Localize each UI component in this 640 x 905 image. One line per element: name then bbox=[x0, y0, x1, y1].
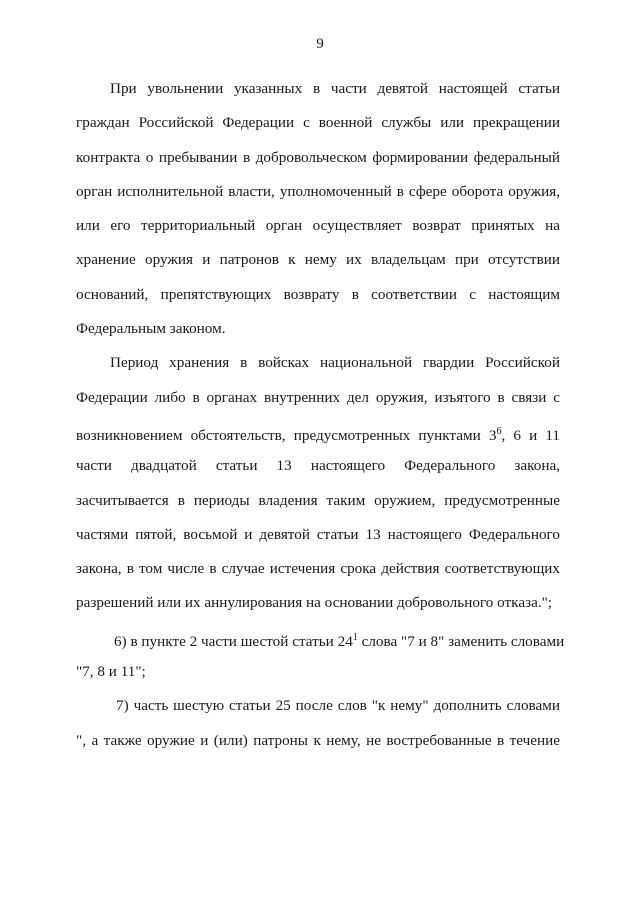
text-line: оснований, препятствующих возврату в соответствии с настоящим bbox=[76, 285, 560, 303]
text-line: орган исполнительной власти, уполномоченный в сфере оборота оружия, bbox=[76, 182, 560, 200]
paragraph-1 bbox=[76, 72, 560, 346]
text-line: При увольнении указанных в части девятой настоящей статьи bbox=[110, 80, 560, 97]
text-fragment: возникновением обстоятельств, предусмотренных пунктами 3 bbox=[76, 427, 497, 445]
paragraph-2 bbox=[76, 346, 560, 620]
superscript: 1 bbox=[352, 631, 358, 643]
text-line-with-superscript bbox=[76, 621, 565, 655]
text-line: хранение оружия и патронов к нему их владельцам при отсутствии bbox=[76, 251, 560, 269]
text-line: Период хранения в войсках национальной гвардии Российской bbox=[110, 354, 560, 372]
paragraph-3 bbox=[76, 621, 565, 690]
text-line: контракта о пребывании в добровольческом формировании федеральный bbox=[76, 148, 560, 166]
superscript: 6 bbox=[496, 425, 502, 437]
text-line: разрешений или их аннулирования на основании добровольного отказа."; bbox=[76, 594, 553, 612]
text-line: или его территориальный орган осуществляет возврат принятых на bbox=[76, 217, 560, 235]
paragraph-4 bbox=[76, 689, 560, 758]
document-body bbox=[76, 72, 565, 758]
text-fragment: слова "7 и 8" заменить словами bbox=[357, 632, 565, 650]
text-line: части двадцатой статьи 13 настоящего Федерального закона, bbox=[76, 457, 560, 475]
text-line: ", а также оружие и (или) патроны к нему, не востребованные в течение bbox=[76, 731, 560, 749]
page-number: 9 bbox=[316, 36, 324, 52]
text-line: Федеральным законом. bbox=[76, 320, 226, 338]
text-fragment: , 6 и 11 bbox=[501, 427, 560, 445]
text-line: Федерации либо в органах внутренних дел оружия, изъятого в связи с bbox=[76, 388, 560, 406]
text-line: 7) часть шестую статьи 25 после слов "к нему" дополнить словами bbox=[116, 697, 560, 715]
text-fragment: 6) в пункте 2 части шестой статьи 24 bbox=[114, 632, 353, 650]
text-line: закона, в том числе в случае истечения срока действия соответствующих bbox=[76, 560, 560, 578]
text-line: граждан Российской Федерации с военной службы или прекращении bbox=[76, 114, 560, 132]
text-line: "7, 8 и 11"; bbox=[76, 663, 146, 681]
text-line: частями пятой, восьмой и девятой статьи 13 настоящего Федерального bbox=[76, 525, 560, 543]
text-line: засчитывается в периоды владения таким оружием, предусмотренные bbox=[76, 491, 560, 509]
text-line-with-superscript bbox=[76, 415, 560, 449]
